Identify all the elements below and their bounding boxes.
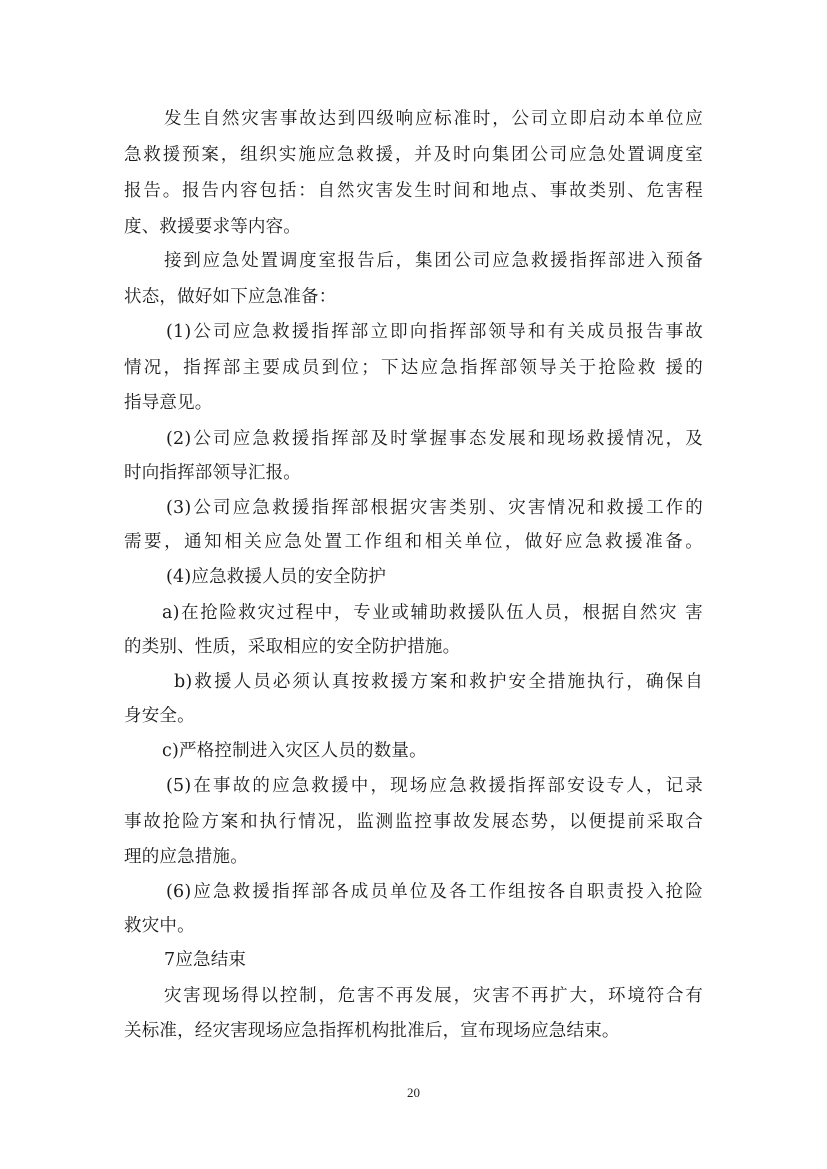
paragraph-line: 身安全。 [124,706,195,726]
paragraph-line: 的类别、性质，采取相应的安全防护措施。 [124,637,461,657]
paragraph-line: 急救援预案，组织实施应急救援，并及时向集团公司应急处置调度室 [124,145,703,165]
paragraph-line: c)严格控制进入灾区人员的数量。 [162,741,427,761]
paragraph-line: 情况，指挥部主要成员到位；下达应急指挥部领导关于抢险救 援的 [124,358,703,378]
paragraph-line: 报告。报告内容包括：自然灾害发生时间和地点、事故类别、危害程 [124,181,703,201]
page-number: 20 [407,1085,420,1100]
paragraph-line: 状态，做好如下应急准备： [124,287,337,307]
paragraph-line: 关标准，经灾害现场应急指挥机构批准后，宣布现场应急结束。 [124,1021,620,1041]
paragraph-line: 需要，通知相关应急处置工作组和相关单位，做好应急救援准备。 [124,532,703,552]
paragraph-line: 度、救援要求等内容。 [124,217,301,237]
paragraph-line: b)救援人员必须认真按救援方案和救护安全措施执行，确保自 [174,672,703,692]
paragraph-line: 发生自然灾害事故达到四级响应标准时，公司立即启动本单位应 [164,109,703,129]
paragraph-line: 指导意见。 [124,393,213,413]
paragraph-line: 救灾中。 [124,916,195,936]
paragraph-line: 灾害现场得以控制，危害不再发展，灾害不再扩大，环境符合有 [164,986,703,1006]
paragraph-line: 理的应急措施。 [124,847,248,867]
paragraph-line: a)在抢险救灾过程中，专业或辅助救援队伍人员，根据自然灾 害 [162,603,703,623]
paragraph-line: (2)公司应急救援指挥部及时掌握事态发展和现场救援情况，及 [166,429,703,449]
paragraph-line: 事故抢险方案和执行情况，监测监控事故发展态势，以便提前采取合 [124,812,703,832]
paragraph-line: 接到应急处置调度室报告后，集团公司应急救援指挥部进入预备 [164,251,703,271]
paragraph-line: (5)在事故的应急救援中，现场应急救援指挥部安设专人，记录 [166,776,703,796]
section-heading: 7应急结束 [164,950,247,970]
paragraph-line: (6)应急救援指挥部各成员单位及各工作组按各自职责投入抢险 [166,882,703,902]
paragraph-line: (1)公司应急救援指挥部立即向指挥部领导和有关成员报告事故 [166,322,703,342]
paragraph-line: 时向指挥部领导汇报。 [124,463,301,483]
paragraph-line: (3)公司应急救援指挥部根据灾害类别、灾害情况和救援工作的 [166,498,703,518]
section-heading: (4)应急救援人员的安全防护 [166,567,387,587]
